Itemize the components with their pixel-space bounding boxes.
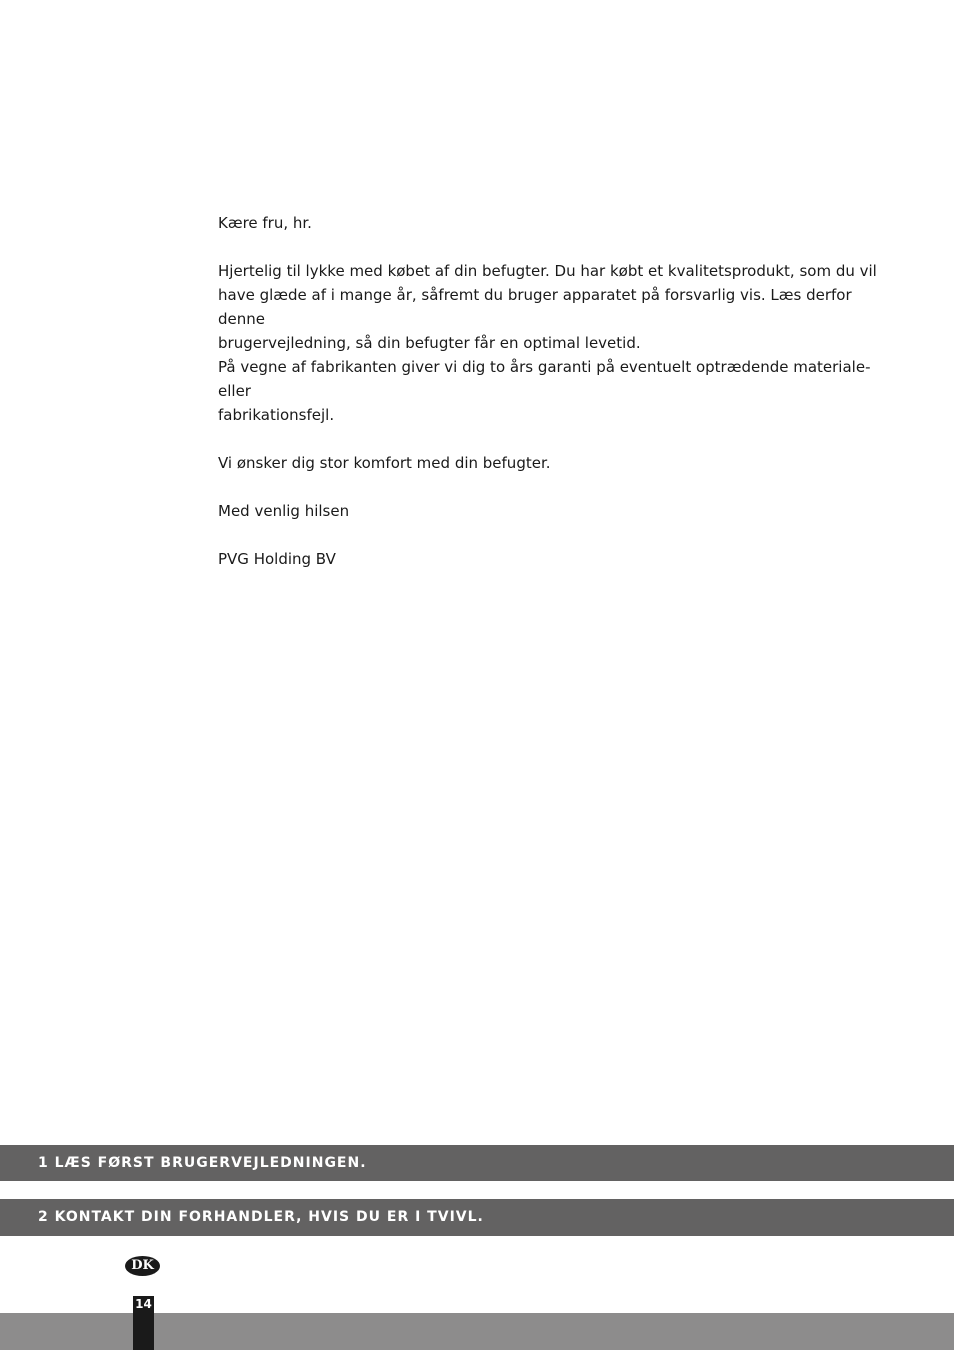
wish-line: Vi ønsker dig stor komfort med din befugter. <box>218 454 551 472</box>
instruction-banner-1: 1 LÆS FØRST BRUGERVEJLEDNINGEN. <box>0 1145 954 1181</box>
closing-line: Med venlig hilsen <box>218 502 350 520</box>
letter-body <box>218 211 888 571</box>
page-number: 14 <box>135 1297 152 1311</box>
paragraph-line: fabrikationsfejl. <box>218 406 335 424</box>
greeting: Kære fru, hr. <box>218 214 312 232</box>
paragraph-line: Hjertelig til lykke med købet af din befugter. Du har købt et kvalitetsprodukt, som du vil <box>218 262 877 280</box>
instruction-banner-2: 2 KONTAKT DIN FORHANDLER, HVIS DU ER I TVIVL. <box>0 1199 954 1236</box>
spacer <box>218 475 888 499</box>
spacer <box>218 523 888 547</box>
signature: PVG Holding BV <box>218 550 336 568</box>
paragraph-line: På vegne af fabrikanten giver vi dig to års garanti på eventuelt optrædende materiale- eller <box>218 358 871 400</box>
paragraph-line: brugervejledning, så din befugter får en optimal levetid. <box>218 334 641 352</box>
spacer <box>218 235 888 259</box>
language-badge: DK <box>125 1256 160 1276</box>
paragraph-line: have glæde af i mange år, såfremt du bruger apparatet på forsvarlig vis. Læs derfor denne <box>218 286 852 328</box>
spacer <box>218 427 888 451</box>
